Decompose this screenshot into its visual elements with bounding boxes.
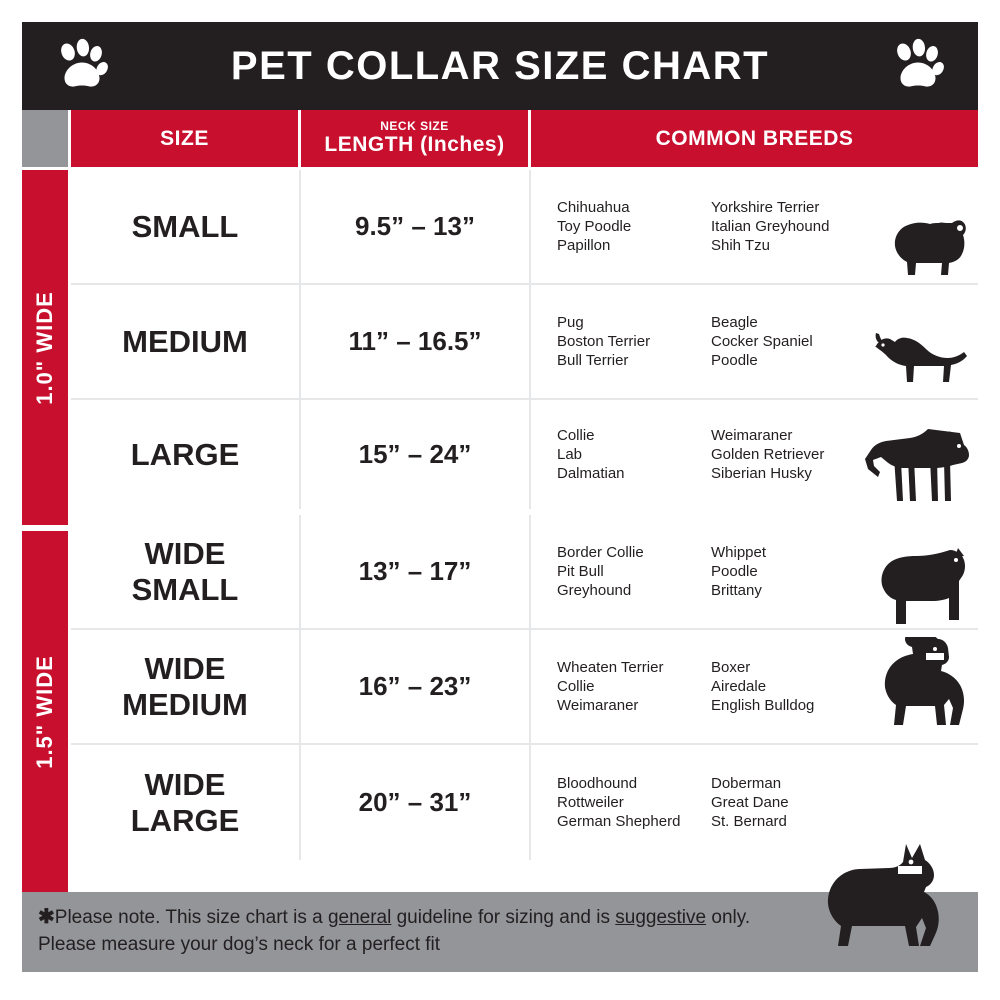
cell-size	[71, 515, 301, 628]
large-dog-silhouette	[864, 427, 972, 507]
width-band-1	[22, 170, 68, 531]
cell-size-line2: SMALL	[131, 571, 239, 607]
footer-text-c: only.	[706, 907, 751, 928]
cell-size-line1: WIDE	[144, 535, 226, 571]
small-fluffy-dog-silhouette	[882, 209, 972, 281]
breed-item: Poodle	[711, 563, 758, 580]
breed-item: Doberman	[711, 775, 782, 792]
doberman-silhouette	[798, 842, 948, 972]
cell-size-line1: WIDE	[144, 766, 226, 802]
breed-item: Dalmatian	[557, 465, 625, 482]
breed-item: Pit Bull	[557, 563, 604, 580]
cell-size-line2: LARGE	[130, 802, 240, 838]
footer-line-2: Please measure your dog’s neck for a perfect fit	[38, 934, 441, 955]
paw-print-icon	[54, 38, 110, 94]
cell-size	[71, 285, 301, 398]
breed-item: Golden Retriever	[711, 446, 825, 463]
breed-item: German Shepherd	[557, 813, 681, 830]
size-table	[22, 110, 978, 892]
footer-note	[22, 892, 978, 972]
breed-item: Lab	[557, 446, 583, 463]
column-header-length-main: LENGTH (Inches)	[324, 133, 505, 156]
band-header-spacer	[22, 110, 68, 170]
cell-length: 16” – 23”	[301, 630, 531, 743]
cell-size	[71, 400, 301, 509]
breed-item: Italian Greyhound	[711, 218, 830, 235]
table-row	[71, 170, 978, 285]
paw-print-icon	[890, 38, 946, 94]
cell-length: 20” – 31”	[301, 745, 531, 860]
table-row	[71, 515, 978, 630]
boxer-silhouette	[868, 637, 972, 741]
breed-item: Siberian Husky	[711, 465, 812, 482]
chart-header	[22, 22, 978, 110]
breed-item: Boston Terrier	[557, 333, 651, 350]
cell-size-line2: MEDIUM	[122, 686, 248, 722]
width-band-1-label: 1.0" WIDE	[32, 290, 58, 405]
width-band-2	[22, 531, 68, 892]
cell-breeds	[531, 400, 978, 509]
table-row	[71, 285, 978, 400]
breed-item: Shih Tzu	[711, 237, 770, 254]
width-band-2-label: 1.5" WIDE	[32, 654, 58, 769]
cell-length: 9.5” – 13”	[301, 170, 531, 283]
table-row	[71, 630, 978, 745]
breed-item: Pug	[557, 314, 584, 331]
footer-underline-suggestive: suggestive	[615, 907, 707, 928]
cell-size	[71, 745, 301, 860]
cell-length: 13” – 17”	[301, 515, 531, 628]
breed-item: Greyhound	[557, 582, 632, 599]
cell-size	[71, 170, 301, 283]
column-header-length	[301, 110, 531, 167]
table-header-row	[71, 110, 978, 170]
breed-item: Brittany	[711, 582, 762, 599]
cell-breeds	[531, 285, 978, 398]
breed-item: Chihuahua	[557, 199, 630, 216]
cell-size-line1: LARGE	[130, 436, 240, 472]
dachshund-silhouette	[872, 328, 972, 396]
bulldog-silhouette	[872, 546, 972, 626]
cell-size-line1: MEDIUM	[122, 323, 248, 359]
cell-breeds	[531, 170, 978, 283]
column-header-breeds: COMMON BREEDS	[655, 126, 854, 150]
breed-item: Poodle	[711, 352, 758, 369]
cell-size-line1: SMALL	[131, 208, 239, 244]
width-band-column	[22, 110, 68, 892]
cell-size-line1: WIDE	[144, 650, 226, 686]
table-row	[71, 400, 978, 515]
cell-length: 15” – 24”	[301, 400, 531, 509]
breed-item: Bloodhound	[557, 775, 638, 792]
cell-size	[71, 630, 301, 743]
breed-item: Beagle	[711, 314, 758, 331]
breed-item: Papillon	[557, 237, 611, 254]
breed-item: Toy Poodle	[557, 218, 632, 235]
breed-item: English Bulldog	[711, 697, 815, 714]
cell-breeds	[531, 515, 978, 628]
footer-text-b: guideline for sizing and is	[391, 907, 616, 928]
breed-item: Airedale	[711, 678, 767, 695]
breed-item: Weimaraner	[557, 697, 639, 714]
breed-item: St. Bernard	[711, 813, 787, 830]
column-header-length-sub: NECK SIZE	[380, 119, 449, 133]
column-header-size: SIZE	[71, 110, 301, 167]
breed-item: Wheaten Terrier	[557, 659, 664, 676]
breed-item: Boxer	[711, 659, 751, 676]
breed-item: Weimaraner	[711, 427, 793, 444]
breed-item: Bull Terrier	[557, 352, 629, 369]
cell-length: 11” – 16.5”	[301, 285, 531, 398]
cell-breeds	[531, 630, 978, 743]
footer-underline-general: general	[327, 907, 392, 928]
breed-item: Great Dane	[711, 794, 789, 811]
breed-item: Rottweiler	[557, 794, 624, 811]
footer-text-a: Please note. This size chart is a	[54, 907, 328, 928]
breed-item: Collie	[557, 427, 595, 444]
breed-item: Yorkshire Terrier	[711, 199, 820, 216]
breed-item: Border Collie	[557, 544, 644, 561]
breed-item: Whippet	[711, 544, 767, 561]
asterisk-icon: ✱	[38, 906, 55, 928]
breed-item: Cocker Spaniel	[711, 333, 813, 350]
page-title: PET COLLAR SIZE CHART	[230, 43, 770, 88]
breed-item: Collie	[557, 678, 595, 695]
